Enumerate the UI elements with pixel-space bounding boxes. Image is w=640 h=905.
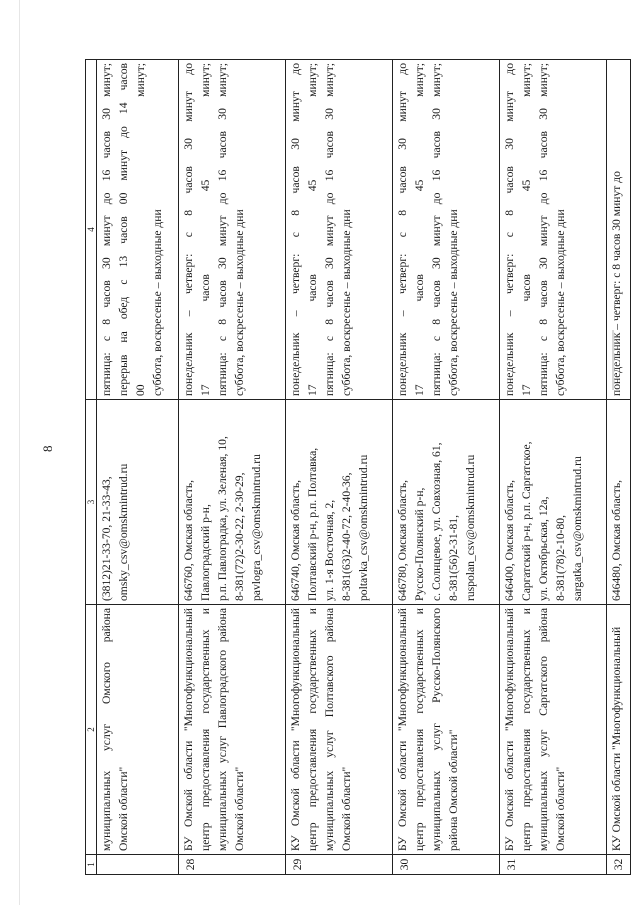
organization-name-line: центр предоставления государственных и bbox=[306, 608, 319, 851]
working-hours-line: 00 минут; bbox=[134, 63, 147, 396]
table-row bbox=[286, 60, 393, 875]
address-line: ул. 1-я Восточная, 2, bbox=[323, 499, 336, 601]
address-line: 646760, Омская область, bbox=[182, 479, 195, 601]
working-hours-cell bbox=[607, 60, 631, 400]
page-number: 8 bbox=[40, 445, 55, 452]
organization-name-line: Омской области" bbox=[117, 766, 130, 851]
working-hours-line: суббота, воскресенье – выходные дни bbox=[447, 209, 460, 396]
working-hours-line: 17 часов 45 минут; bbox=[520, 63, 533, 396]
address-cell bbox=[393, 400, 500, 605]
organization-cell bbox=[393, 605, 500, 855]
organization-name-line: центр предоставления государственных и bbox=[413, 608, 426, 851]
organization-name-line: Омской области" bbox=[554, 766, 567, 851]
address-line: pavlogra_csv@omskmintrud.ru bbox=[250, 454, 263, 601]
address-cell bbox=[607, 400, 631, 605]
column-number: 1 bbox=[86, 855, 97, 875]
mfc-offices-table bbox=[85, 59, 631, 875]
table-row bbox=[607, 60, 631, 875]
working-hours-cell bbox=[500, 60, 607, 400]
working-hours-line: суббота, воскресенье – выходные дни bbox=[151, 209, 164, 396]
column-number: 4 bbox=[86, 60, 97, 400]
organization-cell bbox=[179, 605, 286, 855]
address-line: ул. Октябрьская, 12а, bbox=[537, 496, 550, 601]
row-number: 28 bbox=[179, 855, 286, 875]
address-line: 646480, Омская область, bbox=[610, 479, 623, 601]
organization-name-line: муниципальных услуг Павлоградского района bbox=[216, 608, 229, 851]
working-hours-line: перерыв на обед с 13 часов 00 минут до 14 часов bbox=[117, 63, 130, 396]
organization-name-line: муниципальных услуг Русско-Полянского bbox=[430, 608, 443, 851]
organization-name-line: КУ Омской области "Многофункциональный bbox=[289, 608, 302, 851]
table-row bbox=[179, 60, 286, 875]
working-hours-line: суббота, воскресенье – выходные дни bbox=[340, 209, 353, 396]
working-hours-cell bbox=[179, 60, 286, 400]
working-hours-line: понедельник – четверг: с 8 часов 30 минут до bbox=[182, 63, 195, 396]
address-line: с. Солнцевое, ул. Совхозная, 61, bbox=[430, 442, 443, 601]
working-hours-line: пятница: с 8 часов 30 минут до 16 часов 30 минут; bbox=[100, 63, 113, 396]
organization-name-line: центр предоставления государственных и bbox=[520, 608, 533, 851]
address-line: 8-381(72)2-30-22, 2-30-29, bbox=[233, 472, 246, 601]
row-number bbox=[97, 855, 179, 875]
row-number: 29 bbox=[286, 855, 393, 875]
scan-edge bbox=[19, 0, 20, 905]
organization-name-line: муниципальных услуг Омского района bbox=[100, 608, 113, 851]
working-hours-line: понедельник – четверг: с 8 часов 30 минут до bbox=[503, 63, 516, 396]
address-line: 8-381(63)2-40-72, 2-40-36, bbox=[340, 472, 353, 601]
address-line: Саргатский р-н, р.п. Саргатское, bbox=[520, 441, 533, 601]
working-hours-line: понедельник – четверг: с 8 часов 30 минут до bbox=[396, 63, 409, 396]
working-hours-cell bbox=[97, 60, 179, 400]
organization-name-line: БУ Омской области "Многофункциональный bbox=[396, 608, 409, 851]
working-hours-line: 17 часов 45 минут; bbox=[199, 63, 212, 396]
address-cell bbox=[97, 400, 179, 605]
address-line: р.п. Павлоградка, ул. Зеленая, 10, bbox=[216, 436, 229, 601]
working-hours-line: понедельник – четверг: с 8 часов 30 минут до bbox=[610, 171, 623, 396]
column-number: 2 bbox=[86, 605, 97, 855]
organization-cell bbox=[500, 605, 607, 855]
address-line: Полтавский р-н, р.п. Полтавка, bbox=[306, 447, 319, 601]
organization-name-line: БУ Омской области "Многофункциональный bbox=[182, 608, 195, 851]
address-line: poltavka_csv@omskmintrud.ru bbox=[357, 454, 370, 601]
working-hours-line: суббота, воскресенье – выходные дни bbox=[233, 209, 246, 396]
working-hours-line: 17 часов 45 минут; bbox=[413, 63, 426, 396]
address-line: Павлоградский р-н, bbox=[199, 504, 212, 601]
address-line: omsky_csv@omskmintrud.ru bbox=[117, 463, 130, 601]
row-number: 30 bbox=[393, 855, 500, 875]
table-row bbox=[393, 60, 500, 875]
address-line: 646740, Омская область, bbox=[289, 479, 302, 601]
working-hours-cell bbox=[286, 60, 393, 400]
organization-name-line: муниципальных услуг Саргатского района bbox=[537, 608, 550, 851]
table-row bbox=[97, 60, 179, 875]
table-body bbox=[97, 60, 631, 875]
organization-name-line: муниципальных услуг Полтавского района bbox=[323, 608, 336, 851]
working-hours-line: пятница: с 8 часов 30 минут до 16 часов 30 минут; bbox=[537, 63, 550, 396]
address-line: Русско-Полянский р-н, bbox=[413, 487, 426, 601]
address-cell bbox=[500, 400, 607, 605]
rotated-table-wrapper bbox=[85, 60, 625, 875]
row-number: 32 bbox=[607, 855, 631, 875]
organization-cell bbox=[97, 605, 179, 855]
organization-name-line: Омской области" bbox=[340, 766, 353, 851]
organization-name-line: центр предоставления государственных и bbox=[199, 608, 212, 851]
address-line: (3812)21-33-70, 21-33-43, bbox=[100, 476, 113, 601]
working-hours-line: понедельник – четверг: с 8 часов 30 минут до bbox=[289, 63, 302, 396]
address-line: 8-381(78)2-10-80, bbox=[554, 515, 567, 601]
address-line: 646780, Омская область, bbox=[396, 479, 409, 601]
working-hours-line: пятница: с 8 часов 30 минут до 16 часов 30 минут; bbox=[430, 63, 443, 396]
organization-name-line: Омской области" bbox=[233, 766, 246, 851]
column-number: 3 bbox=[86, 400, 97, 605]
column-number-row bbox=[86, 60, 97, 875]
organization-cell bbox=[286, 605, 393, 855]
address-line: ruspolan_csv@omskmintrud.ru bbox=[464, 454, 477, 601]
address-cell bbox=[179, 400, 286, 605]
organization-name-line: района Омской области" bbox=[447, 729, 460, 851]
working-hours-line: 17 часов 45 минут; bbox=[306, 63, 319, 396]
row-number: 31 bbox=[500, 855, 607, 875]
organization-cell bbox=[607, 605, 631, 855]
working-hours-line: суббота, воскресенье – выходные дни bbox=[554, 209, 567, 396]
working-hours-cell bbox=[393, 60, 500, 400]
working-hours-line: пятница: с 8 часов 30 минут до 16 часов 30 минут; bbox=[323, 63, 336, 396]
organization-name-line: КУ Омской области "Многофункциональный bbox=[610, 626, 623, 851]
address-line: sargatka_csv@omskmintrud.ru bbox=[571, 456, 584, 601]
working-hours-line: пятница: с 8 часов 30 минут до 16 часов 30 минут; bbox=[216, 63, 229, 396]
address-cell bbox=[286, 400, 393, 605]
address-line: 646400, Омская область, bbox=[503, 479, 516, 601]
address-line: 8-381(56)2-31-81, bbox=[447, 515, 460, 601]
organization-name-line: БУ Омской области "Многофункциональный bbox=[503, 608, 516, 851]
table-row bbox=[500, 60, 607, 875]
